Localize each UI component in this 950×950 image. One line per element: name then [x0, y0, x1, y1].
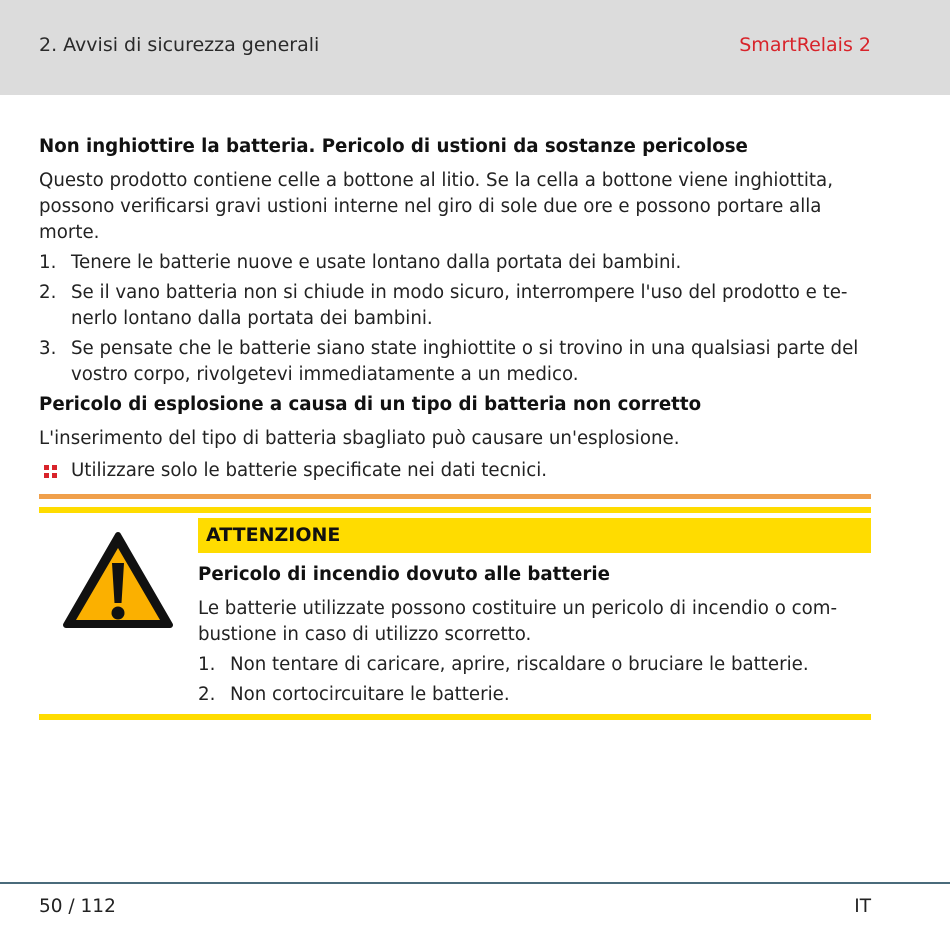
list-item-text: Tenere le batterie nuove e usate lontano dalla portata dei bambini.	[71, 252, 682, 273]
warning-top-rule	[39, 507, 871, 513]
footer-divider	[0, 882, 950, 884]
main-content	[39, 134, 871, 484]
section1-heading: Non inghiottire la batteria. Pericolo di ustioni da sostanze pericolose	[39, 136, 748, 157]
warning-bottom-rule	[39, 714, 871, 720]
list-item	[39, 280, 871, 332]
language-code: IT	[854, 896, 871, 917]
list-item	[39, 250, 871, 276]
red-square-bullet-icon	[44, 465, 57, 478]
warning-list	[198, 652, 871, 708]
page-header	[0, 0, 950, 95]
page-number: 50 / 112	[39, 896, 116, 917]
list-item-number: 2.	[198, 684, 216, 705]
list-item-number: 2.	[39, 282, 57, 303]
section2-text: L'inserimento del tipo di batteria sbagliato può causare un'esplosione.	[39, 428, 680, 449]
list-item-number: 1.	[198, 654, 216, 675]
list-item	[39, 336, 871, 388]
warning-triangle-icon	[62, 531, 174, 631]
list-item	[198, 652, 871, 678]
list-item-number: 3.	[39, 338, 57, 359]
list-item-text: Se il vano batteria non si chiude in modo sicuro, interrompere l'uso del prodotto e te-nerlo lontano dalla portata dei bambini.	[71, 282, 848, 329]
warning-box	[39, 507, 871, 720]
list-item-text: Se pensate che le batterie siano state inghiottite o si trovino in una qualsiasi parte del vostro corpo, rivolgetevi immediatamente a un medico.	[71, 338, 859, 385]
bullet-text: Utilizzare solo le batterie specificate nei dati tecnici.	[71, 460, 548, 481]
orange-divider	[39, 494, 871, 499]
warning-content	[198, 562, 871, 712]
product-name: SmartRelais 2	[739, 34, 871, 56]
warning-text: Le batterie utilizzate possono costituire un pericolo di incendio o com-bustione in caso di utilizzo scorretto.	[198, 598, 838, 645]
warning-heading: Pericolo di incendio dovuto alle batterie	[198, 564, 610, 585]
list-item-number: 1.	[39, 252, 57, 273]
section2-heading: Pericolo di esplosione a causa di un tipo di batteria non corretto	[39, 394, 702, 415]
warning-label-bar	[198, 518, 871, 553]
list-item-text: Non cortocircuitare le batterie.	[230, 684, 510, 705]
section1-list	[39, 250, 871, 388]
section-title: 2. Avvisi di sicurezza generali	[39, 34, 320, 56]
list-item-text: Non tentare di caricare, aprire, riscaldare o bruciare le batterie.	[230, 654, 809, 675]
warning-label: ATTENZIONE	[206, 524, 341, 546]
bullet-item	[39, 458, 871, 484]
list-item	[198, 682, 871, 708]
section1-text: Questo prodotto contiene celle a bottone al litio. Se la cella a bottone viene inghiottita, possono verificarsi gravi ustioni interne nel giro di sole due ore e possono portare alla morte.	[39, 170, 833, 243]
